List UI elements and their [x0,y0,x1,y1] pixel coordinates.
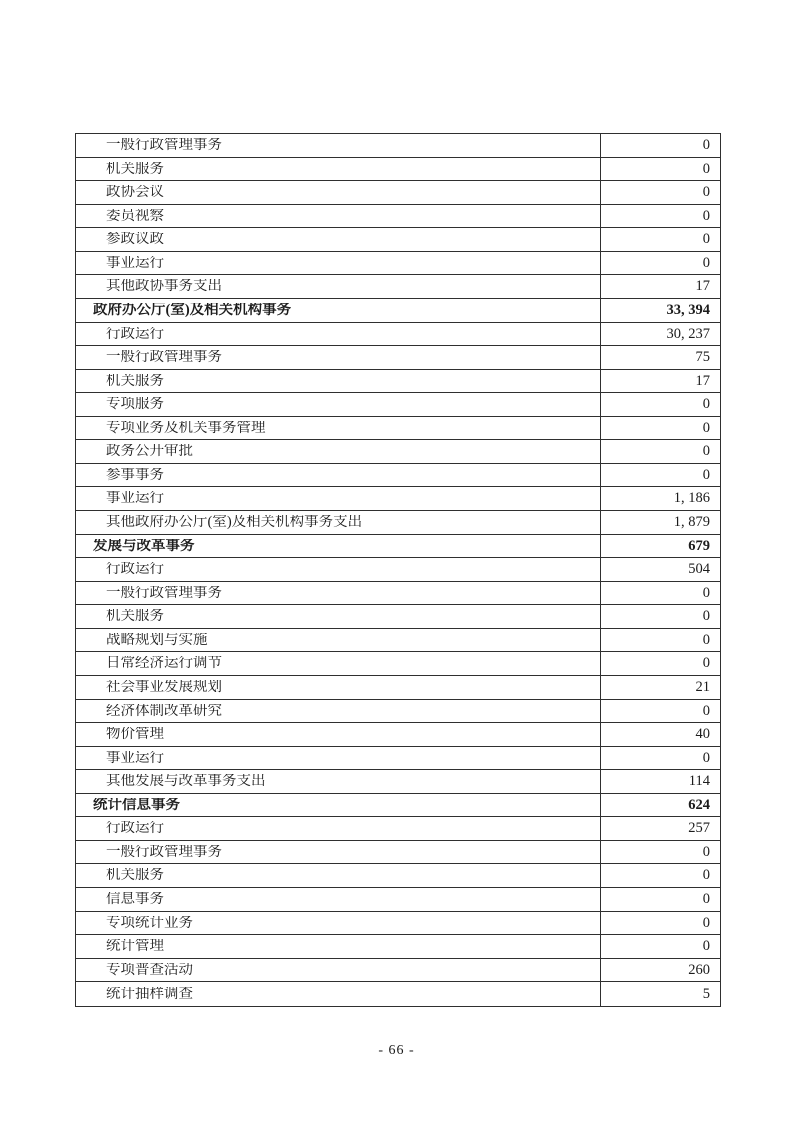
row-value: 0 [600,393,720,416]
row-label: 政协会议 [106,185,164,200]
table-row [76,935,720,959]
row-label: 参事事务 [106,467,164,483]
row-value: 30, 237 [600,323,720,346]
row-label: 事业运行 [106,255,164,271]
row-label: 发展与改革事务 [93,538,195,554]
row-value: 75 [600,346,720,369]
row-value: 0 [600,935,720,958]
table-row [76,440,720,464]
row-label: 专项普查活动 [106,962,193,978]
table-row [76,275,720,299]
row-label: 社会事业发展规划 [106,679,222,695]
row-value: 0 [600,747,720,770]
row-value: 679 [600,535,720,558]
row-label: 信息事务 [106,892,164,907]
row-label: 参政议政 [106,232,164,247]
row-value: 0 [600,912,720,935]
row-label: 专项业务及机关事务管理 [106,420,266,436]
row-label: 一般行政管理事务 [106,844,222,860]
table-row [76,181,720,205]
budget-table [75,133,721,1007]
row-label: 一般行政管理事务 [106,350,222,365]
table-row [76,700,720,724]
table-row [76,558,720,582]
table-row [76,888,720,912]
table-row [76,652,720,676]
row-label: 专项统计业务 [106,915,193,931]
row-label: 其他发展与改革事务支出 [106,774,266,789]
row-label: 事业运行 [106,750,164,766]
row-value: 0 [600,417,720,440]
row-label: 机关服务 [106,609,164,624]
row-label: 机关服务 [106,868,164,883]
row-value: 0 [600,205,720,228]
row-label: 事业运行 [106,491,164,506]
table-row [76,252,720,276]
row-value: 0 [600,629,720,652]
row-value: 260 [600,959,720,982]
table-row [76,487,720,511]
row-value: 257 [600,817,720,840]
row-label: 物价管理 [106,727,164,742]
row-value: 0 [600,652,720,675]
table-row [76,299,720,323]
row-label: 一般行政管理事务 [106,585,222,601]
row-value: 0 [600,700,720,723]
table-row [76,794,720,818]
table-row [76,629,720,653]
table-row [76,747,720,771]
row-label: 专项服务 [106,397,164,412]
row-value: 0 [600,228,720,251]
row-value: 0 [600,464,720,487]
row-label: 政务公开审批 [106,444,193,459]
table-row [76,228,720,252]
row-value: 0 [600,864,720,887]
table-row [76,393,720,417]
row-value: 0 [600,181,720,204]
row-label: 机关服务 [106,161,164,177]
row-label: 统计管理 [106,939,164,954]
row-value: 0 [600,888,720,911]
row-value: 40 [600,723,720,746]
table-row [76,535,720,559]
table-row [76,864,720,888]
row-label: 经济体制改革研究 [106,703,222,719]
row-label: 行政运行 [106,326,164,342]
row-label: 行政运行 [106,562,164,577]
table-row [76,346,720,370]
row-label: 政府办公厅(室)及相关机构事务 [93,302,292,318]
row-label: 一般行政管理事务 [106,138,222,153]
table-row [76,770,720,794]
row-value: 1, 186 [600,487,720,510]
row-value: 114 [600,770,720,793]
table-row [76,205,720,229]
row-value: 0 [600,252,720,275]
row-value: 0 [600,582,720,605]
table-row [76,959,720,983]
row-value: 0 [600,134,720,157]
table-row [76,158,720,182]
row-value: 624 [600,794,720,817]
table-row [76,982,720,1006]
row-value: 21 [600,676,720,699]
table-row [76,841,720,865]
row-value: 17 [600,370,720,393]
row-value: 1, 879 [600,511,720,534]
row-label: 委员视察 [106,208,164,224]
row-value: 5 [600,982,720,1006]
table-row [76,723,720,747]
row-label: 其他政协事务支出 [106,279,222,294]
row-value: 0 [600,605,720,628]
row-value: 0 [600,440,720,463]
page-number: - 66 - [378,1043,415,1058]
row-label: 其他政府办公厅(室)及相关机构事务支出 [106,515,363,530]
row-label: 日常经济运行调节 [106,656,222,671]
table-row [76,134,720,158]
row-label: 战略规划与实施 [106,632,208,648]
table-row [76,605,720,629]
row-label: 机关服务 [106,373,164,389]
row-label: 统计信息事务 [93,797,180,813]
row-value: 0 [600,158,720,181]
table-row [76,511,720,535]
table-row [76,582,720,606]
table-row [76,676,720,700]
row-value: 17 [600,275,720,298]
table-row [76,323,720,347]
table-row [76,417,720,441]
table-row [76,370,720,394]
row-value: 33, 394 [600,299,720,322]
table-row [76,817,720,841]
row-label: 行政运行 [106,821,164,836]
row-label: 统计抽样调查 [106,986,193,1002]
row-value: 0 [600,841,720,864]
table-row [76,912,720,936]
row-value: 504 [600,558,720,581]
table-row [76,464,720,488]
